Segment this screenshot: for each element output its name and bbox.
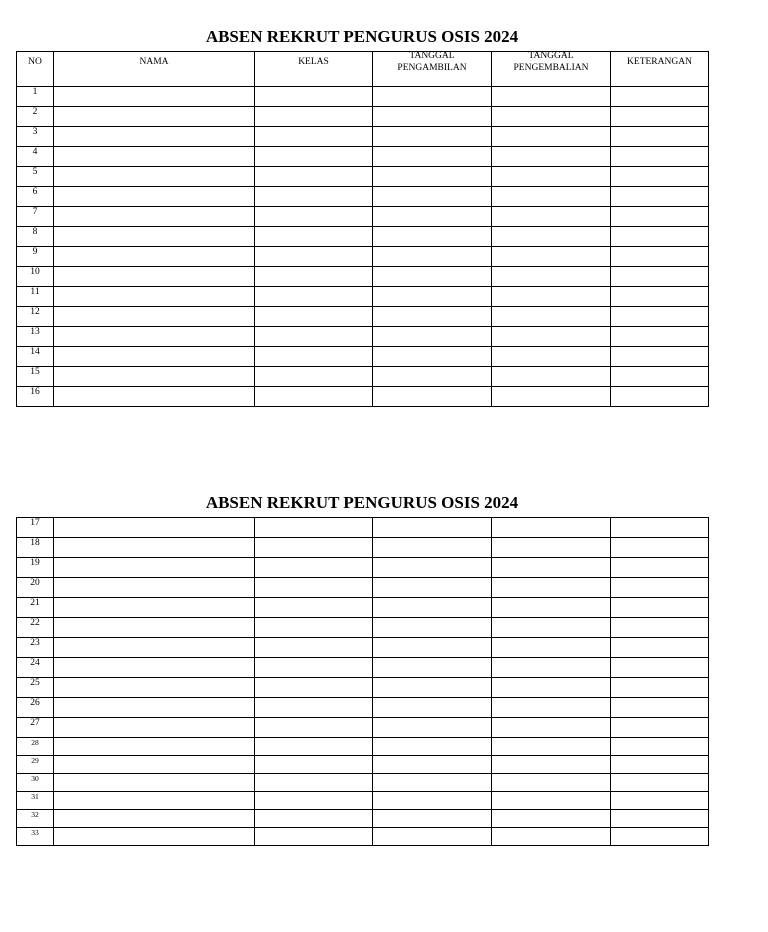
cell-tanggal-pengambilan[interactable] [373, 518, 492, 538]
table-row [17, 387, 709, 407]
cell-tanggal-pengambilan[interactable] [373, 187, 492, 207]
cell-kelas[interactable] [255, 247, 373, 267]
cell-keterangan[interactable] [611, 738, 709, 756]
cell-tanggal-pengembalian[interactable] [492, 618, 611, 638]
cell-tanggal-pengembalian[interactable] [492, 558, 611, 578]
cell-tanggal-pengambilan[interactable] [373, 207, 492, 227]
cell-kelas[interactable] [255, 810, 373, 828]
cell-keterangan[interactable] [611, 127, 709, 147]
cell-tanggal-pengambilan[interactable] [373, 738, 492, 756]
table-row [17, 810, 709, 828]
cell-no: 31 [17, 792, 54, 810]
cell-tanggal-pengembalian[interactable] [492, 127, 611, 147]
cell-no: 15 [17, 367, 54, 387]
cell-keterangan[interactable] [611, 147, 709, 167]
cell-no: 28 [17, 738, 54, 756]
cell-tanggal-pengambilan[interactable] [373, 678, 492, 698]
cell-nama[interactable] [54, 267, 255, 287]
cell-keterangan[interactable] [611, 207, 709, 227]
attendance-table-bottom [16, 517, 709, 846]
table-row [17, 307, 709, 327]
cell-no: 16 [17, 387, 54, 407]
cell-keterangan[interactable] [611, 347, 709, 367]
cell-tanggal-pengambilan[interactable] [373, 287, 492, 307]
table-row [17, 247, 709, 267]
cell-keterangan[interactable] [611, 267, 709, 287]
cell-no: 3 [17, 127, 54, 147]
cell-keterangan[interactable] [611, 187, 709, 207]
cell-tanggal-pengembalian[interactable] [492, 207, 611, 227]
cell-tanggal-pengembalian[interactable] [492, 518, 611, 538]
cell-nama[interactable] [54, 187, 255, 207]
cell-no: 6 [17, 187, 54, 207]
cell-kelas[interactable] [255, 387, 373, 407]
cell-tanggal-pengembalian[interactable] [492, 267, 611, 287]
cell-tanggal-pengembalian[interactable] [492, 87, 611, 107]
cell-tanggal-pengambilan[interactable] [373, 638, 492, 658]
cell-keterangan[interactable] [611, 287, 709, 307]
cell-keterangan[interactable] [611, 698, 709, 718]
cell-nama[interactable] [54, 207, 255, 227]
cell-tanggal-pengambilan[interactable] [373, 247, 492, 267]
table-row [17, 698, 709, 718]
cell-kelas[interactable] [255, 307, 373, 327]
header-tanggal-pengambilan-line1: TANGGAL [409, 51, 455, 61]
cell-tanggal-pengembalian[interactable] [492, 774, 611, 792]
cell-kelas[interactable] [255, 518, 373, 538]
cell-tanggal-pengambilan[interactable] [373, 127, 492, 147]
cell-nama[interactable] [54, 792, 255, 810]
table-row [17, 518, 709, 538]
cell-tanggal-pengambilan[interactable] [373, 267, 492, 287]
cell-tanggal-pengambilan[interactable] [373, 147, 492, 167]
cell-tanggal-pengambilan[interactable] [373, 698, 492, 718]
cell-no: 11 [17, 287, 54, 307]
cell-keterangan[interactable] [611, 327, 709, 347]
cell-kelas[interactable] [255, 718, 373, 738]
header-tanggal-pengembalian [492, 52, 611, 87]
cell-tanggal-pengembalian[interactable] [492, 387, 611, 407]
cell-keterangan[interactable] [611, 618, 709, 638]
cell-no: 2 [17, 107, 54, 127]
cell-keterangan[interactable] [611, 307, 709, 327]
cell-kelas[interactable] [255, 658, 373, 678]
cell-kelas[interactable] [255, 792, 373, 810]
cell-nama[interactable] [54, 738, 255, 756]
cell-nama[interactable] [54, 598, 255, 618]
cell-no: 22 [17, 618, 54, 638]
table-row [17, 756, 709, 774]
cell-kelas[interactable] [255, 538, 373, 558]
cell-tanggal-pengembalian[interactable] [492, 247, 611, 267]
cell-nama[interactable] [54, 658, 255, 678]
table-row [17, 367, 709, 387]
cell-tanggal-pengembalian[interactable] [492, 227, 611, 247]
cell-tanggal-pengambilan[interactable] [373, 718, 492, 738]
cell-nama[interactable] [54, 774, 255, 792]
cell-nama[interactable] [54, 87, 255, 107]
page-title-top: ABSEN REKRUT PENGURUS OSIS 2024 [205, 27, 519, 46]
table-header-row [17, 52, 709, 87]
cell-tanggal-pengambilan[interactable] [373, 107, 492, 127]
table-body-top [17, 87, 709, 407]
cell-kelas[interactable] [255, 187, 373, 207]
header-tanggal-pengambilan-line2: PENGAMBILAN [397, 63, 467, 73]
cell-tanggal-pengembalian[interactable] [492, 167, 611, 187]
header-tanggal-pengambilan [373, 52, 492, 87]
cell-tanggal-pengembalian[interactable] [492, 307, 611, 327]
cell-kelas[interactable] [255, 828, 373, 846]
header-keterangan: KETERANGAN [611, 52, 709, 87]
cell-tanggal-pengambilan[interactable] [373, 618, 492, 638]
cell-no: 1 [17, 87, 54, 107]
cell-tanggal-pengembalian[interactable] [492, 638, 611, 658]
table-row [17, 618, 709, 638]
cell-kelas[interactable] [255, 127, 373, 147]
cell-nama[interactable] [54, 698, 255, 718]
table-row [17, 207, 709, 227]
cell-keterangan[interactable] [611, 227, 709, 247]
cell-tanggal-pengambilan[interactable] [373, 538, 492, 558]
cell-keterangan[interactable] [611, 774, 709, 792]
cell-keterangan[interactable] [611, 828, 709, 846]
cell-keterangan[interactable] [611, 792, 709, 810]
cell-kelas[interactable] [255, 87, 373, 107]
cell-tanggal-pengembalian[interactable] [492, 756, 611, 774]
table-row [17, 327, 709, 347]
cell-tanggal-pengembalian[interactable] [492, 367, 611, 387]
cell-tanggal-pengambilan[interactable] [373, 327, 492, 347]
cell-tanggal-pengambilan[interactable] [373, 578, 492, 598]
table-row [17, 658, 709, 678]
cell-no: 7 [17, 207, 54, 227]
cell-no: 20 [17, 578, 54, 598]
cell-nama[interactable] [54, 387, 255, 407]
cell-nama[interactable] [54, 247, 255, 267]
table-row [17, 598, 709, 618]
cell-nama[interactable] [54, 810, 255, 828]
cell-kelas[interactable] [255, 147, 373, 167]
table-row [17, 792, 709, 810]
table-row [17, 127, 709, 147]
table-row [17, 347, 709, 367]
cell-keterangan[interactable] [611, 598, 709, 618]
cell-keterangan[interactable] [611, 247, 709, 267]
cell-keterangan[interactable] [611, 810, 709, 828]
table-row [17, 538, 709, 558]
cell-kelas[interactable] [255, 698, 373, 718]
header-no: NO [17, 52, 54, 87]
cell-tanggal-pengambilan[interactable] [373, 87, 492, 107]
table-row [17, 558, 709, 578]
cell-kelas[interactable] [255, 207, 373, 227]
cell-tanggal-pengembalian[interactable] [492, 658, 611, 678]
cell-tanggal-pengambilan[interactable] [373, 756, 492, 774]
cell-no: 10 [17, 267, 54, 287]
cell-tanggal-pengembalian[interactable] [492, 738, 611, 756]
cell-tanggal-pengambilan[interactable] [373, 167, 492, 187]
cell-tanggal-pengembalian[interactable] [492, 598, 611, 618]
cell-no: 17 [17, 518, 54, 538]
cell-no: 8 [17, 227, 54, 247]
cell-no: 24 [17, 658, 54, 678]
cell-kelas[interactable] [255, 598, 373, 618]
cell-tanggal-pengembalian[interactable] [492, 828, 611, 846]
cell-keterangan[interactable] [611, 367, 709, 387]
cell-nama[interactable] [54, 518, 255, 538]
cell-tanggal-pengambilan[interactable] [373, 598, 492, 618]
cell-no: 9 [17, 247, 54, 267]
cell-tanggal-pengembalian[interactable] [492, 678, 611, 698]
cell-keterangan[interactable] [611, 756, 709, 774]
cell-keterangan[interactable] [611, 658, 709, 678]
cell-nama[interactable] [54, 287, 255, 307]
cell-keterangan[interactable] [611, 518, 709, 538]
cell-nama[interactable] [54, 347, 255, 367]
cell-tanggal-pengambilan[interactable] [373, 347, 492, 367]
cell-kelas[interactable] [255, 638, 373, 658]
cell-kelas[interactable] [255, 558, 373, 578]
cell-keterangan[interactable] [611, 558, 709, 578]
cell-tanggal-pengambilan[interactable] [373, 227, 492, 247]
cell-tanggal-pengembalian[interactable] [492, 698, 611, 718]
cell-no: 13 [17, 327, 54, 347]
cell-kelas[interactable] [255, 167, 373, 187]
cell-tanggal-pengembalian[interactable] [492, 187, 611, 207]
table-row [17, 718, 709, 738]
cell-nama[interactable] [54, 147, 255, 167]
cell-keterangan[interactable] [611, 107, 709, 127]
cell-nama[interactable] [54, 828, 255, 846]
cell-kelas[interactable] [255, 267, 373, 287]
cell-tanggal-pengambilan[interactable] [373, 307, 492, 327]
table-row [17, 267, 709, 287]
cell-tanggal-pengambilan[interactable] [373, 387, 492, 407]
cell-kelas[interactable] [255, 738, 373, 756]
cell-tanggal-pengembalian[interactable] [492, 347, 611, 367]
cell-tanggal-pengembalian[interactable] [492, 287, 611, 307]
table-row [17, 87, 709, 107]
cell-no: 25 [17, 678, 54, 698]
cell-nama[interactable] [54, 367, 255, 387]
table-row [17, 678, 709, 698]
table-body-bottom [17, 518, 709, 846]
table-row [17, 167, 709, 187]
cell-nama[interactable] [54, 718, 255, 738]
cell-kelas[interactable] [255, 367, 373, 387]
cell-keterangan[interactable] [611, 718, 709, 738]
cell-nama[interactable] [54, 307, 255, 327]
cell-no: 12 [17, 307, 54, 327]
cell-nama[interactable] [54, 618, 255, 638]
cell-tanggal-pengambilan[interactable] [373, 367, 492, 387]
table-row [17, 774, 709, 792]
cell-tanggal-pengembalian[interactable] [492, 107, 611, 127]
cell-nama[interactable] [54, 678, 255, 698]
cell-tanggal-pengembalian[interactable] [492, 327, 611, 347]
cell-tanggal-pengembalian[interactable] [492, 792, 611, 810]
cell-kelas[interactable] [255, 227, 373, 247]
cell-tanggal-pengembalian[interactable] [492, 718, 611, 738]
cell-keterangan[interactable] [611, 87, 709, 107]
cell-nama[interactable] [54, 167, 255, 187]
cell-nama[interactable] [54, 227, 255, 247]
table-row [17, 738, 709, 756]
cell-no: 29 [17, 756, 54, 774]
table-row [17, 638, 709, 658]
cell-kelas[interactable] [255, 287, 373, 307]
cell-no: 26 [17, 698, 54, 718]
cell-keterangan[interactable] [611, 578, 709, 598]
cell-nama[interactable] [54, 756, 255, 774]
cell-tanggal-pengembalian[interactable] [492, 810, 611, 828]
cell-kelas[interactable] [255, 678, 373, 698]
table-row [17, 227, 709, 247]
header-tanggal-pengembalian-line2: PENGEMBALIAN [513, 63, 589, 73]
cell-tanggal-pengambilan[interactable] [373, 792, 492, 810]
cell-tanggal-pengambilan[interactable] [373, 810, 492, 828]
cell-nama[interactable] [54, 558, 255, 578]
header-kelas: KELAS [255, 52, 373, 87]
table-row [17, 578, 709, 598]
cell-no: 21 [17, 598, 54, 618]
cell-kelas[interactable] [255, 327, 373, 347]
cell-keterangan[interactable] [611, 638, 709, 658]
cell-no: 14 [17, 347, 54, 367]
cell-nama[interactable] [54, 538, 255, 558]
cell-nama[interactable] [54, 107, 255, 127]
table-row [17, 187, 709, 207]
cell-tanggal-pengambilan[interactable] [373, 828, 492, 846]
table-row [17, 287, 709, 307]
header-nama: NAMA [54, 52, 255, 87]
page-title-bottom: ABSEN REKRUT PENGURUS OSIS 2024 [205, 493, 519, 512]
cell-no: 27 [17, 718, 54, 738]
cell-kelas[interactable] [255, 578, 373, 598]
cell-tanggal-pengembalian[interactable] [492, 538, 611, 558]
cell-nama[interactable] [54, 127, 255, 147]
cell-no: 23 [17, 638, 54, 658]
cell-tanggal-pengambilan[interactable] [373, 658, 492, 678]
attendance-table-top [16, 51, 709, 407]
cell-no: 19 [17, 558, 54, 578]
cell-kelas[interactable] [255, 756, 373, 774]
cell-no: 4 [17, 147, 54, 167]
table-row [17, 828, 709, 846]
cell-no: 5 [17, 167, 54, 187]
header-tanggal-pengembalian-line1: TANGGAL [528, 51, 574, 61]
cell-nama[interactable] [54, 327, 255, 347]
cell-keterangan[interactable] [611, 167, 709, 187]
cell-no: 33 [17, 828, 54, 846]
table-row [17, 147, 709, 167]
cell-kelas[interactable] [255, 347, 373, 367]
cell-no: 30 [17, 774, 54, 792]
cell-kelas[interactable] [255, 774, 373, 792]
cell-tanggal-pengambilan[interactable] [373, 558, 492, 578]
cell-kelas[interactable] [255, 107, 373, 127]
cell-no: 32 [17, 810, 54, 828]
table-row [17, 107, 709, 127]
cell-keterangan[interactable] [611, 678, 709, 698]
cell-tanggal-pengembalian[interactable] [492, 578, 611, 598]
cell-keterangan[interactable] [611, 387, 709, 407]
cell-tanggal-pengembalian[interactable] [492, 147, 611, 167]
cell-nama[interactable] [54, 638, 255, 658]
cell-kelas[interactable] [255, 618, 373, 638]
cell-no: 18 [17, 538, 54, 558]
cell-keterangan[interactable] [611, 538, 709, 558]
cell-tanggal-pengambilan[interactable] [373, 774, 492, 792]
cell-nama[interactable] [54, 578, 255, 598]
